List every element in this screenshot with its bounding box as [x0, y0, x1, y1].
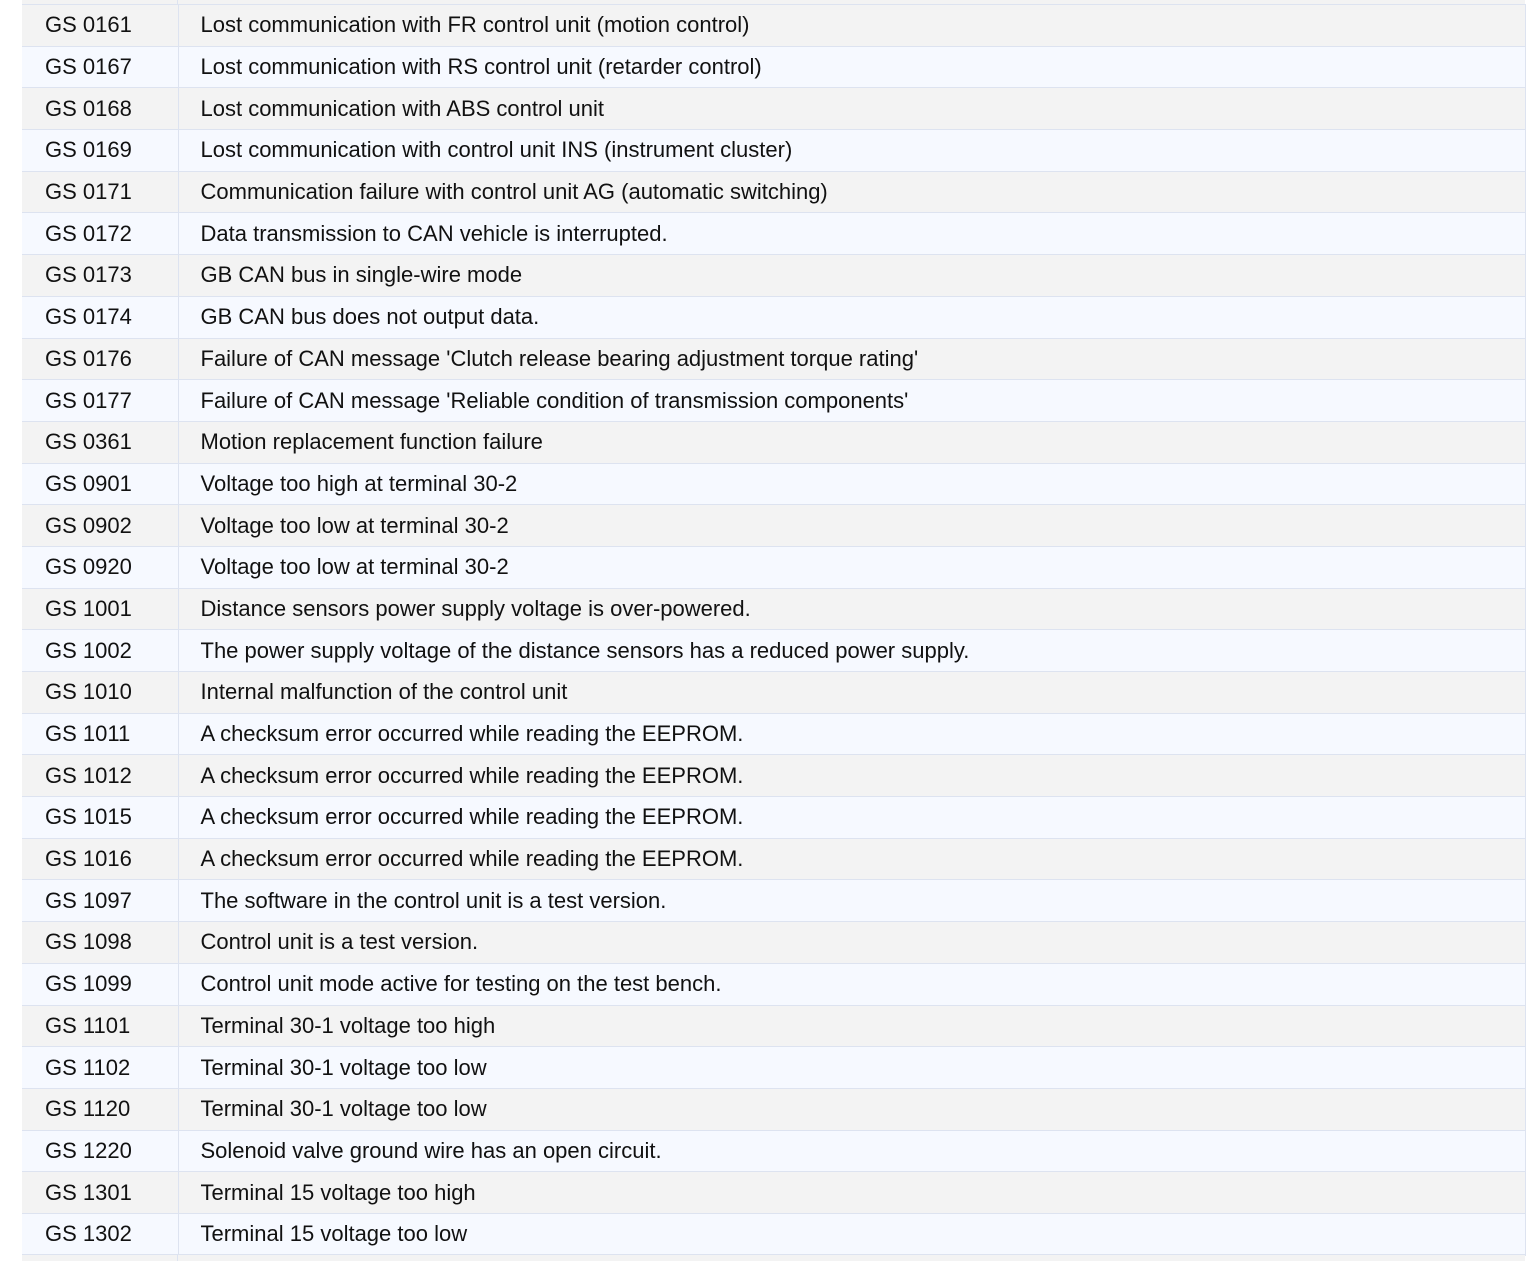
fault-description-cell: Lost communication with FR control unit (motion control)	[178, 5, 1525, 47]
fault-code-cell: GS 0901	[22, 463, 178, 505]
fault-description-cell: Terminal 15 voltage too high	[178, 1172, 1525, 1214]
table-row	[22, 1213, 1525, 1255]
fault-description-cell: A checksum error occurred while reading the EEPROM.	[178, 797, 1525, 839]
fault-code-cell: GS 0169	[22, 130, 178, 172]
fault-code-table	[22, 4, 1526, 1256]
fault-description-cell: Lost communication with ABS control unit	[178, 88, 1525, 130]
table-row	[22, 1130, 1525, 1172]
table-row	[22, 713, 1525, 755]
fault-code-cell: GS 1010	[22, 672, 178, 714]
table-row	[22, 1088, 1525, 1130]
table-row	[22, 88, 1525, 130]
fault-code-cell: GS 1302	[22, 1213, 178, 1255]
fault-description-cell: The software in the control unit is a test version.	[178, 880, 1525, 922]
fault-code-cell: GS 1015	[22, 797, 178, 839]
fault-code-cell: GS 1097	[22, 880, 178, 922]
table-row	[22, 463, 1525, 505]
fault-description-cell: Motion replacement function failure	[178, 421, 1525, 463]
table-row	[22, 505, 1525, 547]
table-row	[22, 421, 1525, 463]
table-row	[22, 255, 1525, 297]
table-row	[22, 213, 1525, 255]
fault-description-cell: A checksum error occurred while reading the EEPROM.	[178, 755, 1525, 797]
fault-code-cell: GS 1012	[22, 755, 178, 797]
fault-description-cell: Communication failure with control unit AG (automatic switching)	[178, 171, 1525, 213]
table-row	[22, 546, 1525, 588]
table-row	[22, 880, 1525, 922]
fault-description-cell: Lost communication with control unit INS (instrument cluster)	[178, 130, 1525, 172]
fault-code-cell: GS 1011	[22, 713, 178, 755]
table-row	[22, 797, 1525, 839]
fault-description-cell: Solenoid valve ground wire has an open circuit.	[178, 1130, 1525, 1172]
fault-code-cell: GS 1301	[22, 1172, 178, 1214]
fault-description-cell: Voltage too low at terminal 30-2	[178, 505, 1525, 547]
fault-description-cell: Terminal 15 voltage too low	[178, 1213, 1525, 1255]
column-separator	[177, 1255, 178, 1261]
fault-description-cell: Data transmission to CAN vehicle is interrupted.	[178, 213, 1525, 255]
table-row	[22, 46, 1525, 88]
fault-code-cell: GS 0172	[22, 213, 178, 255]
fault-description-cell: Voltage too low at terminal 30-2	[178, 546, 1525, 588]
table-row	[22, 588, 1525, 630]
fault-description-cell: A checksum error occurred while reading the EEPROM.	[178, 838, 1525, 880]
fault-code-cell: GS 1101	[22, 1005, 178, 1047]
fault-code-cell: GS 1001	[22, 588, 178, 630]
fault-description-cell: Distance sensors power supply voltage is over-powered.	[178, 588, 1525, 630]
table-row	[22, 1005, 1525, 1047]
table-row	[22, 1172, 1525, 1214]
table-row	[22, 380, 1525, 422]
fault-code-cell: GS 1016	[22, 838, 178, 880]
fault-code-cell: GS 0171	[22, 171, 178, 213]
fault-code-table-body	[22, 5, 1525, 1256]
table-row	[22, 171, 1525, 213]
table-row	[22, 963, 1525, 1005]
fault-description-cell: Terminal 30-1 voltage too high	[178, 1005, 1525, 1047]
table-row	[22, 838, 1525, 880]
fault-code-cell: GS 0176	[22, 338, 178, 380]
fault-description-cell: Failure of CAN message 'Reliable condition of transmission components'	[178, 380, 1525, 422]
fault-description-cell: Failure of CAN message 'Clutch release bearing adjustment torque rating'	[178, 338, 1525, 380]
fault-code-cell: GS 0168	[22, 88, 178, 130]
table-row	[22, 630, 1525, 672]
fault-code-cell: GS 0902	[22, 505, 178, 547]
fault-code-cell: GS 0920	[22, 546, 178, 588]
fault-code-cell: GS 0161	[22, 5, 178, 47]
fault-code-cell: GS 0167	[22, 46, 178, 88]
fault-code-table-container	[22, 4, 1525, 1256]
table-row	[22, 130, 1525, 172]
fault-description-cell: Terminal 30-1 voltage too low	[178, 1047, 1525, 1089]
table-row	[22, 296, 1525, 338]
fault-code-cell: GS 1120	[22, 1088, 178, 1130]
table-row	[22, 5, 1525, 47]
fault-description-cell: Control unit is a test version.	[178, 922, 1525, 964]
table-row	[22, 1047, 1525, 1089]
fault-code-cell: GS 0174	[22, 296, 178, 338]
fault-code-cell: GS 1102	[22, 1047, 178, 1089]
table-row	[22, 338, 1525, 380]
fault-code-cell: GS 1220	[22, 1130, 178, 1172]
fault-code-cell: GS 0177	[22, 380, 178, 422]
fault-description-cell: The power supply voltage of the distance sensors has a reduced power supply.	[178, 630, 1525, 672]
table-row	[22, 755, 1525, 797]
fault-description-cell: A checksum error occurred while reading the EEPROM.	[178, 713, 1525, 755]
fault-description-cell: GB CAN bus in single-wire mode	[178, 255, 1525, 297]
fault-description-cell: GB CAN bus does not output data.	[178, 296, 1525, 338]
table-row	[22, 922, 1525, 964]
fault-code-cell: GS 1098	[22, 922, 178, 964]
fault-description-cell: Control unit mode active for testing on the test bench.	[178, 963, 1525, 1005]
fault-code-cell: GS 0361	[22, 421, 178, 463]
fault-code-cell: GS 1002	[22, 630, 178, 672]
fault-description-cell: Terminal 30-1 voltage too low	[178, 1088, 1525, 1130]
fault-description-cell: Internal malfunction of the control unit	[178, 672, 1525, 714]
fault-description-cell: Lost communication with RS control unit (retarder control)	[178, 46, 1525, 88]
fault-code-cell: GS 0173	[22, 255, 178, 297]
fault-description-cell: Voltage too high at terminal 30-2	[178, 463, 1525, 505]
fault-code-cell: GS 1099	[22, 963, 178, 1005]
table-row	[22, 672, 1525, 714]
